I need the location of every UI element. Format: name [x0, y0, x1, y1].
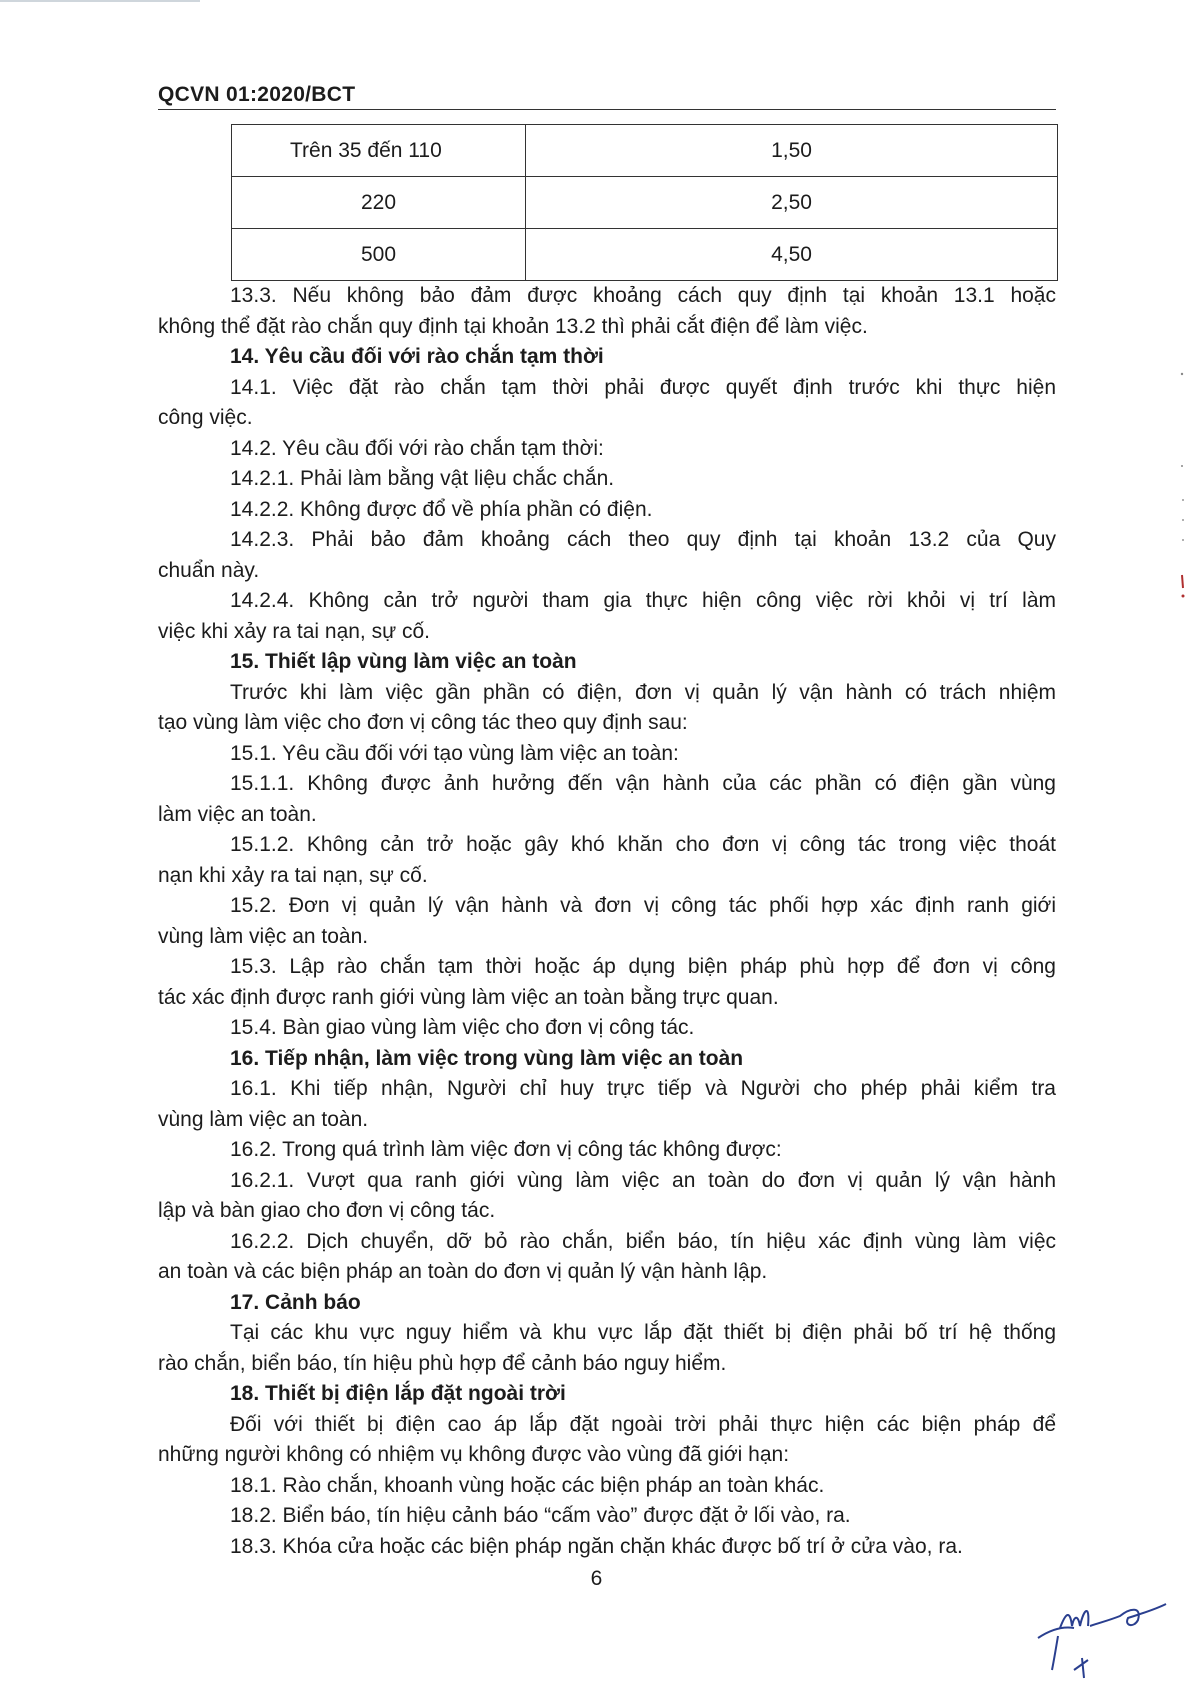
table-cell-voltage: 220 — [232, 177, 526, 229]
text-line: an toàn và các biện pháp an toàn do đơn vị quản lý vận hành lập. — [158, 1260, 768, 1283]
text-line: 14.1. Việc đặt rào chắn tạm thời phải được quyết định trước khi thực hiện — [230, 375, 1056, 399]
document-code-header: QCVN 01:2020/BCT — [158, 83, 356, 106]
margin-marks — [1178, 370, 1188, 610]
table-row — [232, 229, 1058, 281]
text-line: 13.3. Nếu không bảo đảm được khoảng cách quy định tại khoản 13.1 hoặc — [230, 284, 1056, 307]
text-line: lập và bàn giao cho đơn vị công tác. — [158, 1199, 496, 1222]
text-line: vùng làm việc an toàn. — [158, 1107, 369, 1131]
text-line: 14.2.2. Không được đổ về phía phần có điện. — [230, 497, 653, 521]
text-line: 18.2. Biển báo, tín hiệu cảnh báo “cấm vào” được đặt ở lối vào, ra. — [230, 1504, 851, 1527]
text-line: 15.2. Đơn vị quản lý vận hành và đơn vị công tác phối hợp xác định ranh giới — [230, 894, 1056, 917]
text-line: tác xác định được ranh giới vùng làm việc an toàn bằng trực quan. — [158, 985, 779, 1009]
text-line: 14.2.1. Phải làm bằng vật liệu chắc chắn. — [230, 467, 615, 490]
section-heading: 14. Yêu cầu đối với rào chắn tạm thời — [230, 345, 604, 368]
text-line: nạn khi xảy ra tai nạn, sự cố. — [158, 863, 428, 887]
section-heading: 17. Cảnh báo — [230, 1290, 361, 1314]
text-line: vùng làm việc an toàn. — [158, 924, 369, 948]
text-line: 14.2.3. Phải bảo đảm khoảng cách theo quy định tại khoản 13.2 của Quy — [230, 528, 1056, 551]
scan-edge-artifact — [0, 0, 200, 2]
table-row — [232, 125, 1058, 177]
text-line: 15.3. Lập rào chắn tạm thời hoặc áp dụng biện pháp phù hợp để đơn vị công — [230, 955, 1056, 978]
text-line: Trước khi làm việc gần phần có điện, đơn vị quản lý vận hành có trách nhiệm — [230, 680, 1056, 704]
header-rule — [158, 109, 1056, 110]
text-line: 15.1.2. Không cản trở hoặc gây khó khăn cho đơn vị công tác trong việc thoát — [230, 833, 1056, 856]
table-cell-voltage: 500 — [232, 229, 526, 281]
text-line: 15.1. Yêu cầu đối với tạo vùng làm việc an toàn: — [230, 741, 679, 765]
text-line: rào chắn, biển báo, tín hiệu phù hợp để cảnh báo nguy hiểm. — [158, 1351, 727, 1375]
document-body — [158, 281, 1056, 1562]
text-line: 15.4. Bàn giao vùng làm việc cho đơn vị công tác. — [230, 1016, 695, 1039]
table-cell-voltage: Trên 35 đến 110 — [232, 125, 526, 177]
text-line: 16.2.2. Dịch chuyển, dỡ bỏ rào chắn, biển báo, tín hiệu xác định vùng làm việc — [230, 1229, 1056, 1253]
text-line: 16.2.1. Vượt qua ranh giới vùng làm việc an toàn do đơn vị quản lý vận hành — [230, 1168, 1056, 1192]
text-line: 14.2. Yêu cầu đối với rào chắn tạm thời: — [230, 436, 604, 460]
text-line: Đối với thiết bị điện cao áp lắp đặt ngoài trời phải thực hiện các biện pháp để — [230, 1412, 1056, 1436]
text-line: Tại các khu vực nguy hiểm và khu vực lắp đặt thiết bị điện phải bố trí hệ thống — [230, 1321, 1056, 1344]
clearance-table — [231, 124, 1058, 281]
table-cell-distance: 1,50 — [526, 125, 1058, 177]
table-cell-distance: 2,50 — [526, 177, 1058, 229]
text-line: những người không có nhiệm vụ không được vào vùng đã giới hạn: — [158, 1443, 790, 1466]
text-line: việc khi xảy ra tai nạn, sự cố. — [158, 619, 431, 643]
table-row — [232, 177, 1058, 229]
text-line: làm việc an toàn. — [158, 802, 317, 826]
section-heading: 18. Thiết bị điện lắp đặt ngoài trời — [230, 1382, 566, 1405]
text-line: 15.1.1. Không được ảnh hưởng đến vận hành của các phần có điện gần vùng — [230, 772, 1056, 795]
signature-initials — [1030, 1590, 1190, 1680]
text-line: 16.2. Trong quá trình làm việc đơn vị công tác không được: — [230, 1138, 782, 1161]
text-line: 14.2.4. Không cản trở người tham gia thực hiện công việc rời khỏi vị trí làm — [230, 589, 1056, 612]
text-line: công việc. — [158, 406, 253, 429]
text-line: tạo vùng làm việc cho đơn vị công tác theo quy định sau: — [158, 711, 688, 734]
table-cell-distance: 4,50 — [526, 229, 1058, 281]
section-heading: 15. Thiết lập vùng làm việc an toàn — [230, 650, 577, 673]
text-line: không thể đặt rào chắn quy định tại khoản 13.2 thì phải cắt điện để làm việc. — [158, 314, 868, 338]
text-line: 16.1. Khi tiếp nhận, Người chỉ huy trực tiếp và Người cho phép phải kiểm tra — [230, 1077, 1056, 1100]
text-line: 18.1. Rào chắn, khoanh vùng hoặc các biện pháp an toàn khác. — [230, 1473, 825, 1497]
section-heading: 16. Tiếp nhận, làm việc trong vùng làm việc an toàn — [230, 1046, 744, 1070]
text-line: chuẩn này. — [158, 558, 260, 582]
page-number: 6 — [590, 1567, 603, 1590]
text-line: 18.3. Khóa cửa hoặc các biện pháp ngăn chặn khác được bố trí ở cửa vào, ra. — [230, 1534, 963, 1558]
